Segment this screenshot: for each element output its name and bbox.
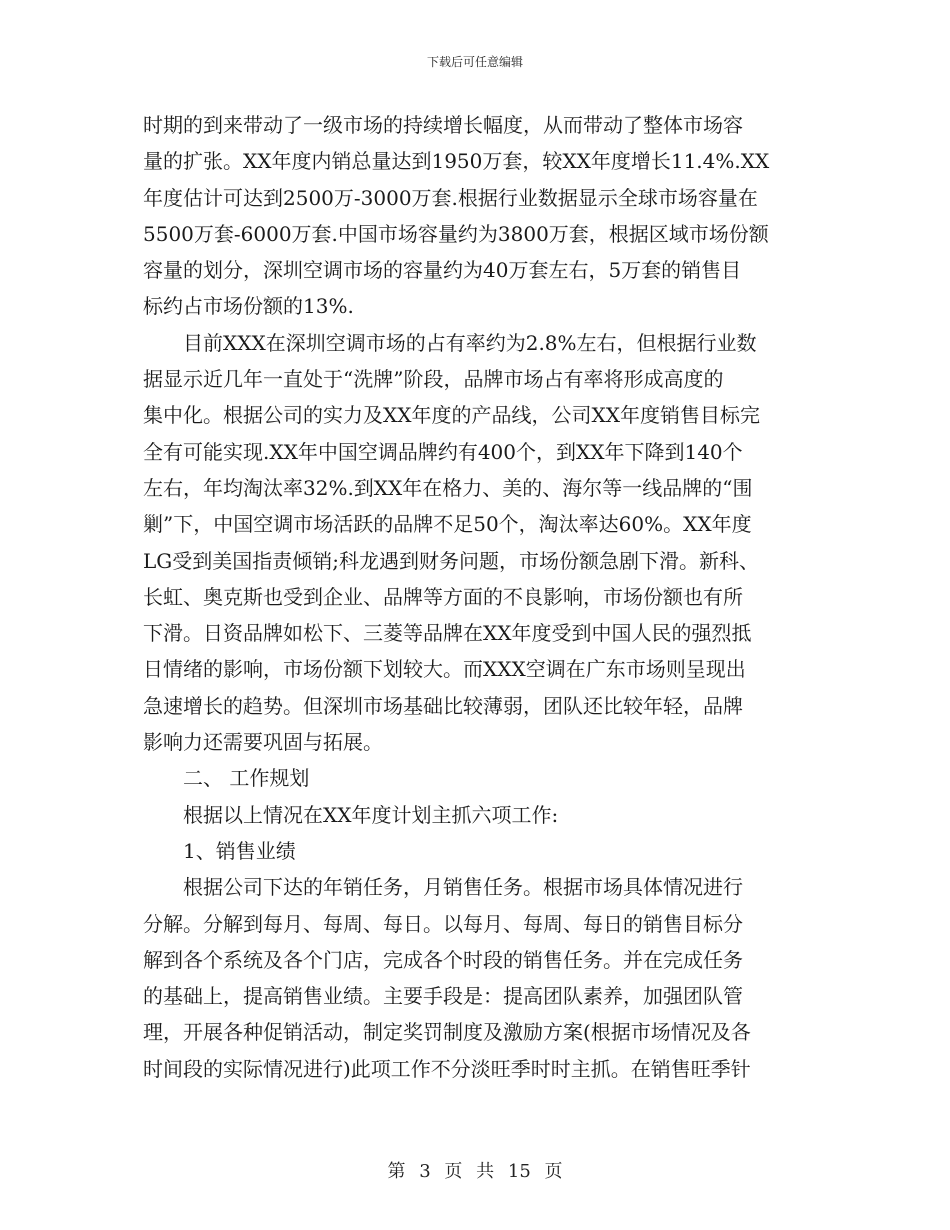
text-line: 急速增长的趋势。但深圳市场基础比较薄弱，团队还比较年轻，品牌 — [143, 693, 743, 718]
text-line: 根据公司下达的年销任务，月销售任务。根据市场具体情况进行 — [143, 875, 743, 900]
text-line: 左右，年均淘汰率32%.到XX年在格力、美的、海尔等一线品牌的“围 — [143, 475, 753, 500]
text-line: 剿”下，中国空调市场活跃的品牌不足50个，淘汰率达60%。XX年度 — [143, 512, 752, 537]
text-line: 的基础上，提高销售业绩。主要手段是：提高团队素养，加强团队管 — [143, 984, 743, 1009]
text-line: 时间段的实际情况进行)此项工作不分淡旺季时时主抓。在销售旺季针 — [143, 1056, 751, 1081]
subsection-heading: 1、销售业绩 — [143, 838, 296, 863]
text-line: 量的扩张。XX年度内销总量达到1950万套，较XX年度增长11.4%.XX — [143, 149, 770, 174]
text-line: 长虹、奥克斯也受到企业、品牌等方面的不良影响，市场份额也有所 — [143, 584, 743, 609]
page-number-prefix: 第 — [387, 1161, 406, 1182]
text-line: LG受到美国指责倾销;科龙遇到财务问题，市场份额急剧下滑。新科、 — [143, 548, 759, 573]
document-body — [143, 107, 809, 1087]
text-line: 下滑。日资品牌如松下、三菱等品牌在XX年度受到中国人民的强烈抵 — [143, 621, 752, 646]
section-heading: 二、 工作规划 — [143, 766, 310, 791]
page-number-suffix: 页 — [544, 1161, 563, 1182]
text-line: 集中化。根据公司的实力及XX年度的产品线，公司XX年度销售目标完 — [143, 403, 760, 428]
page-footer — [0, 1157, 950, 1183]
text-line: 日情绪的影响，市场份额下划较大。而XXX空调在广东市场则呈现出 — [143, 657, 746, 682]
page-number-label: 页 — [444, 1161, 463, 1182]
text-line: 时期的到来带动了一级市场的持续增长幅度，从而带动了整体市场容 — [143, 113, 743, 137]
page-number-total: 15 — [507, 1161, 531, 1182]
text-line: 解到各个系统及各个门店，完成各个时段的销售任务。并在完成任务 — [143, 947, 743, 972]
text-line: 分解。分解到每月、每周、每日。以每月、每周、每日的销售目标分 — [143, 911, 743, 936]
text-line: 标约占市场份额的13%. — [143, 294, 354, 319]
text-line: 5500万套-6000万套.中国市场容量约为3800万套，根据区域市场份额 — [143, 221, 769, 246]
text-line: 全有可能实现.XX年中国空调品牌约有400个，到XX年下降到140个 — [143, 439, 743, 464]
text-line: 根据以上情况在XX年度计划主抓六项工作: — [143, 802, 559, 827]
text-line: 理，开展各种促销活动，制定奖罚制度及激励方案(根据市场情况及各 — [143, 1020, 751, 1045]
text-line: 据显示近几年一直处于“洗牌”阶段，品牌市场占有率将形成高度的 — [143, 367, 724, 392]
text-line: 影响力还需要巩固与拓展。 — [143, 730, 383, 755]
page-total-label: 共 — [476, 1161, 495, 1182]
page-header: 下载后可任意编辑 — [426, 55, 523, 69]
text-line: 目前XXX在深圳空调市场的占有率约为2.8%左右，但根据行业数 — [143, 330, 757, 355]
page-number-current: 3 — [419, 1161, 431, 1182]
text-line: 容量的划分，深圳空调市场的容量约为40万套左右，5万套的销售目 — [143, 258, 742, 283]
text-line: 年度估计可达到2500万-3000万套.根据行业数据显示全球市场容量在 — [143, 185, 758, 210]
